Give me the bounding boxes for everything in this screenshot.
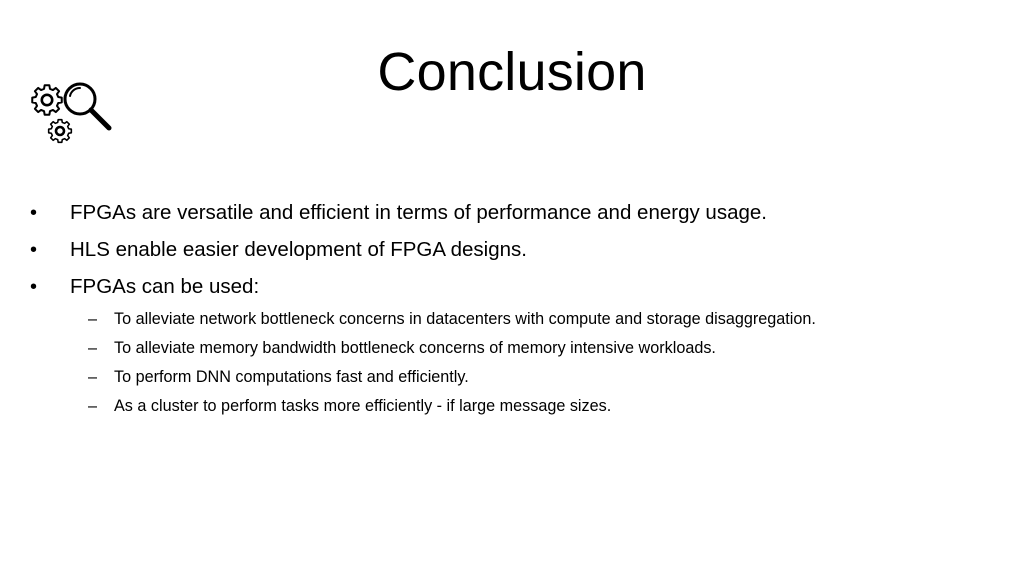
sub-bullet-item (30, 396, 990, 416)
gear-icon (32, 85, 61, 114)
gear-small-icon (49, 120, 72, 143)
dash-marker: – (88, 368, 98, 386)
sub-bullet-item (30, 367, 990, 387)
sub-bullet-item (30, 338, 990, 358)
dash-marker: – (88, 339, 98, 357)
bullet-text: FPGAs are versatile and efficient in terms of performance and energy usage. (70, 201, 767, 224)
bullet-marker: • (30, 239, 38, 261)
sub-bullet-text: To alleviate network bottleneck concerns in datacenters with compute and storage disaggregation. (114, 310, 816, 328)
slide-title: Conclusion (377, 42, 647, 102)
dash-marker: – (88, 397, 98, 415)
dash-marker: – (88, 310, 98, 328)
bullet-marker: • (30, 276, 38, 298)
bullet-item (30, 200, 990, 226)
gears-magnifier-icon (28, 74, 116, 150)
bullet-item (30, 274, 990, 300)
bullet-item (30, 237, 990, 263)
sub-bullet-text: As a cluster to perform tasks more efficiently - if large message sizes. (114, 397, 612, 415)
sub-bullet-text: To perform DNN computations fast and efficiently. (114, 368, 469, 386)
bullet-text: FPGAs can be used: (70, 275, 260, 298)
sub-bullet-list (30, 309, 990, 416)
sub-bullet-item (30, 309, 990, 329)
bullet-marker: • (30, 202, 38, 224)
bullet-list (30, 200, 990, 425)
bullet-text: HLS enable easier development of FPGA designs. (70, 238, 527, 261)
magnifier-icon (65, 84, 109, 128)
sub-bullet-text: To alleviate memory bandwidth bottleneck concerns of memory intensive workloads. (114, 339, 716, 357)
